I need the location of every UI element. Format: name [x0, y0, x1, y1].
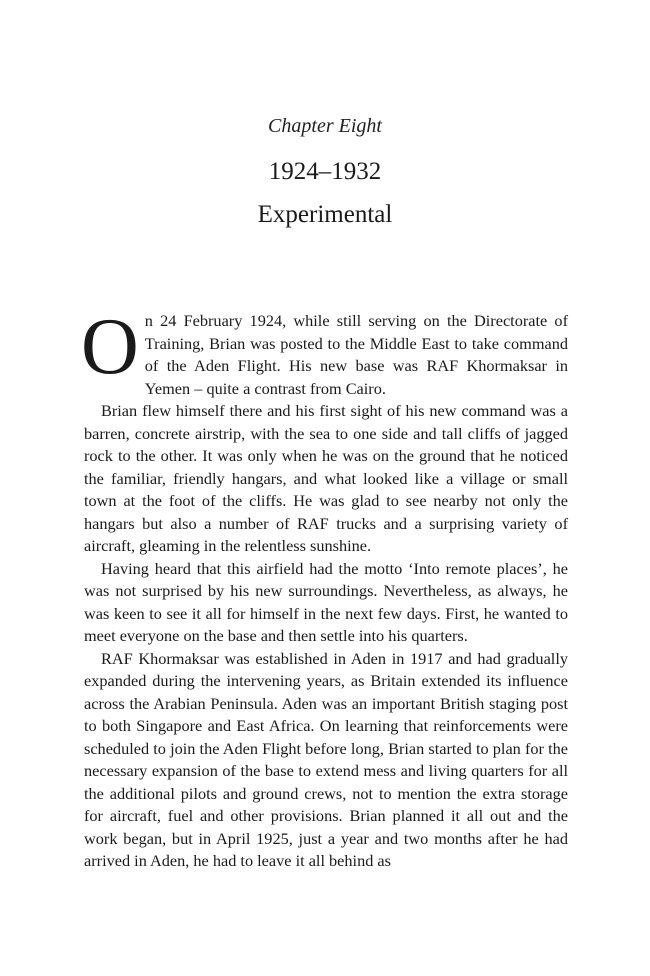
- paragraph-3: Having heard that this airfield had the motto ‘Into remote places’, he was not surprised by his new surroundings. Nevertheless, as always, he was keen to see it all for himself in the next few days. First, he wanted to meet everyone on the base and then settle into his quarters.: [84, 558, 568, 645]
- paragraph-2: Brian flew himself there and his first sight of his new command was a barren, concrete airstrip, with the sea to one side and tall cliffs of jagged rock to the other. It was only when he was on the ground that he noticed the familiar, friendly hangars, and what looked like a village or small town at the foot of the cliffs. He was glad to see nearby not only the hangars but also a number of RAF trucks and a surprising variety of aircraft, gleaming in the relentless sunshine.: [84, 401, 568, 555]
- paragraph-4: RAF Khormaksar was established in Aden in 1917 and had gradually expanded during the intervening years, as Britain extended its influence across the Arabian Peninsula. Aden was an important British staging post to both Singapore and East Africa. On learning that reinforcements were scheduled to join the Aden Flight before long, Brian started to plan for the necessary expansion of the base to extend mess and living quarters for all the additional pilots and ground crews, not to mention the extra storage for aircraft, fuel and other provisions. Brian planned it all out and the work began, but in April 1925, just a year and two months after he had arrived in Aden, he had to leave it all behind as: [84, 648, 568, 870]
- chapter-label: Chapter Eight: [268, 115, 382, 137]
- chapter-years: 1924–1932: [268, 158, 382, 185]
- drop-cap: O: [81, 303, 139, 391]
- paragraph-1: [81, 303, 568, 400]
- chapter-body: [81, 303, 568, 873]
- paragraph-1-text: n 24 February 1924, while still serving on the Directorate of Training, Brian was posted to the Middle East to take command of the Aden Flight. His new base was RAF Khormaksar in Yemen – quite a contrast from Cairo.: [144, 311, 568, 398]
- chapter-title: Experimental: [257, 201, 393, 228]
